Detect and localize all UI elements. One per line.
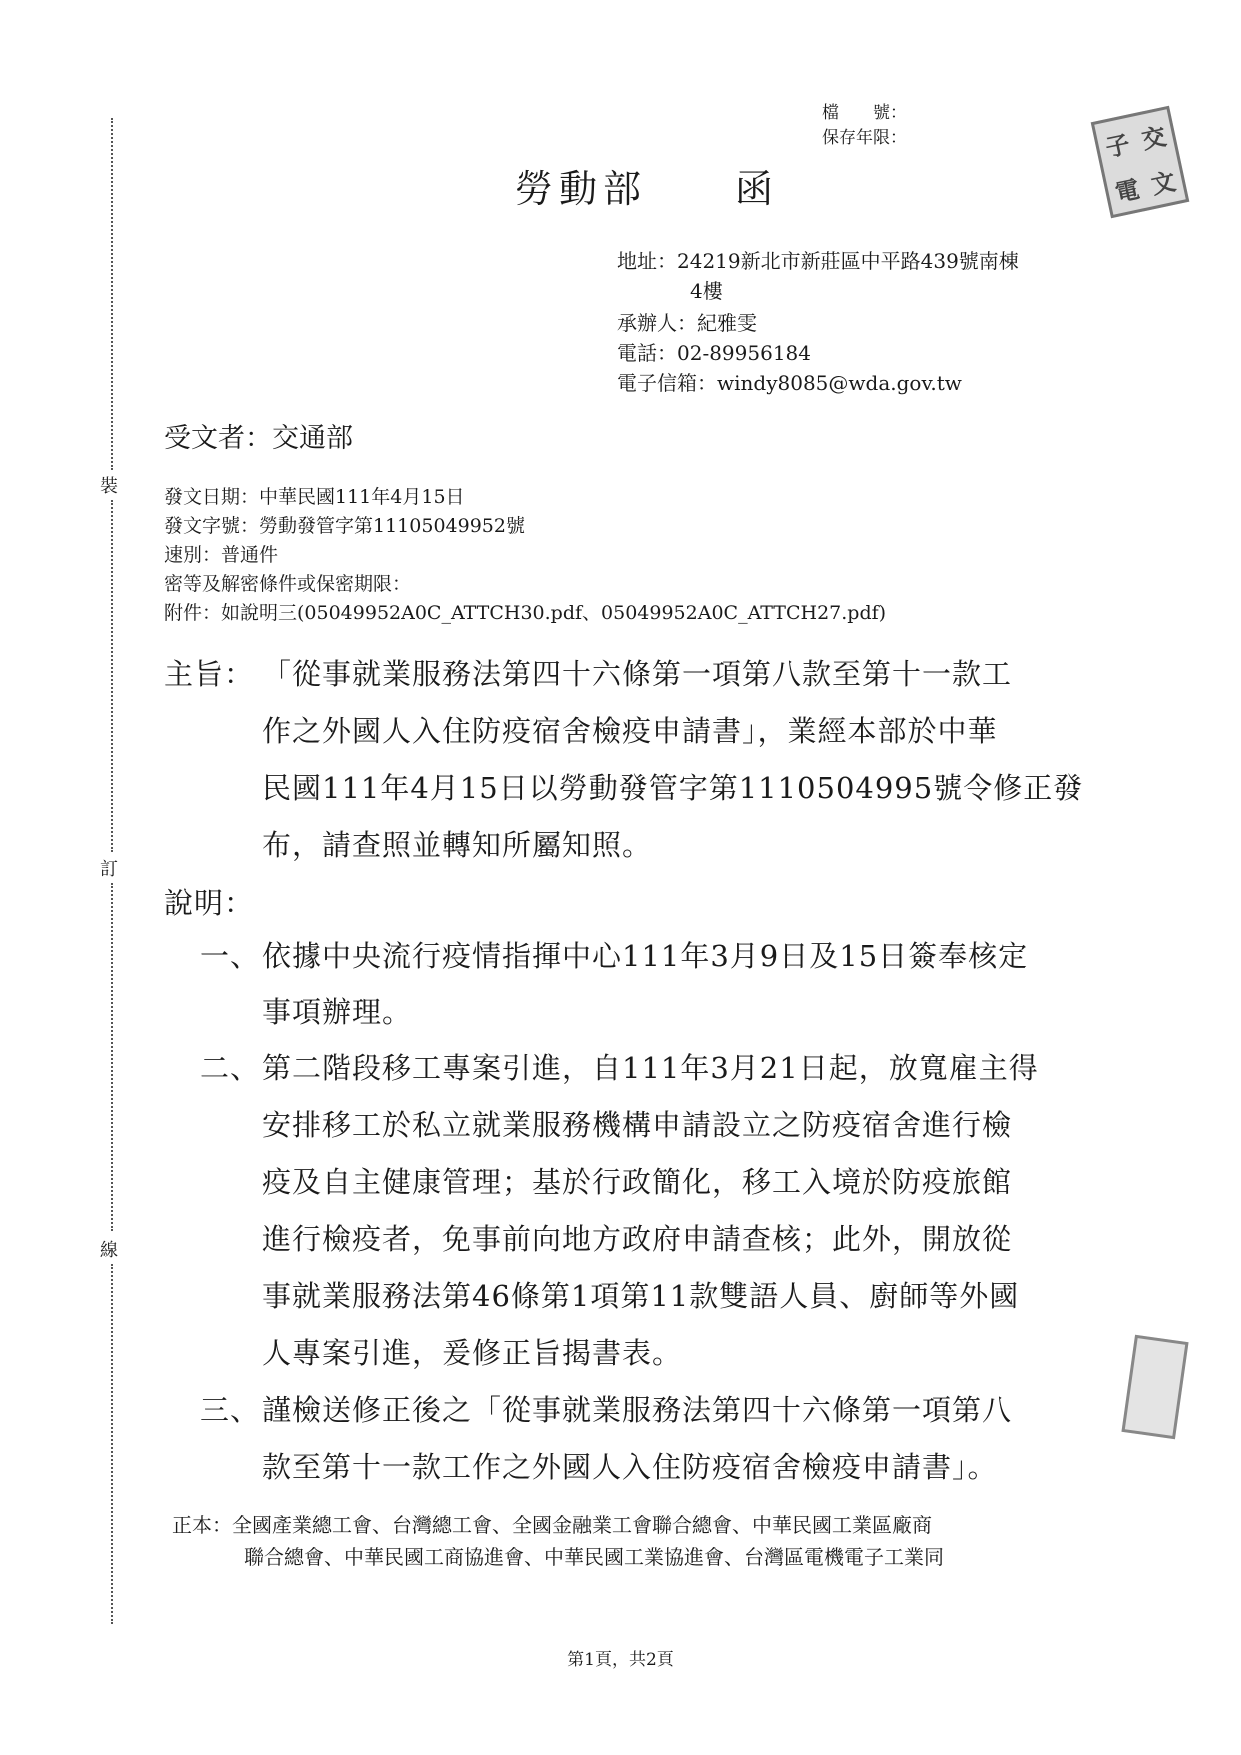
seal-char: 電 xyxy=(1112,173,1142,207)
retention-period-label: 保存年限： xyxy=(822,128,907,148)
binding-dotted-line-lower xyxy=(111,883,113,1231)
cc-line: 聯合總會、中華民國工商協進會、中華民國工業協進會、台灣區電機電子工業同 xyxy=(244,1545,944,1569)
binding-dotted-line-top xyxy=(111,118,113,470)
explanation-line: 事就業服務法第46條第1項第11款雙語人員、廚師等外國 xyxy=(262,1279,1020,1313)
explanation-item-number: 一、 xyxy=(200,939,261,973)
explanation-line: 款至第十一款工作之外國人入住防疫宿舍檢疫申請書」。 xyxy=(262,1450,998,1484)
explanation-line: 安排移工於私立就業服務機構申請設立之防疫宿舍進行檢 xyxy=(262,1108,1013,1142)
subject-line: 作之外國人入住防疫宿舍檢疫申請書」，業經本部於中華 xyxy=(262,714,998,748)
binding-mark-bottom: 線 xyxy=(100,1240,118,1261)
recipient: 受文者：交通部 xyxy=(164,423,353,454)
subject-label: 主旨： xyxy=(164,657,255,691)
issue-date: 發文日期：中華民國111年4月15日 xyxy=(164,486,465,508)
document-number: 發文字號：勞動發管字第11105049952號 xyxy=(164,515,525,537)
address-line-1: 地址：24219新北市新莊區中平路439號南棟 xyxy=(617,249,1019,273)
explanation-line: 依據中央流行疫情指揮中心111年3月9日及15日簽奉核定 xyxy=(262,939,1029,973)
attachments: 附件：如說明三(05049952A0C_ATTCH30.pdf、05049952A0C_ATTCH27.pdf) xyxy=(164,602,887,624)
phone: 電話：02-89956184 xyxy=(617,341,812,365)
seal-char: 子 xyxy=(1102,128,1133,162)
file-number-label: 檔 號： xyxy=(822,103,907,123)
subject-line: 「從事就業服務法第四十六條第一項第八款至第十一款工 xyxy=(262,657,1013,691)
seal-fragment xyxy=(1121,1335,1188,1440)
document-title: 勞動部 函 xyxy=(515,167,780,211)
explanation-line: 第二階段移工專案引進，自111年3月21日起，放寬雇主得 xyxy=(262,1051,1039,1085)
explanation-item-number: 二、 xyxy=(200,1051,261,1085)
binding-mark-top: 裝 xyxy=(100,476,118,497)
delivery-speed: 速別：普通件 xyxy=(164,544,279,566)
page-number: 第1頁，共2頁 xyxy=(567,1650,674,1670)
binding-dotted-line-bottom xyxy=(111,1264,113,1624)
address-line-2: 4樓 xyxy=(690,279,723,303)
subject-line: 民國111年4月15日以勞動發管字第1110504995號令修正發 xyxy=(262,771,1084,805)
cc-label: 正本： xyxy=(172,1513,232,1537)
explanation-item-number: 三、 xyxy=(200,1393,261,1427)
electronic-document-seal xyxy=(1091,106,1190,218)
explanation-line: 人專案引進，爰修正旨揭書表。 xyxy=(262,1336,683,1370)
handler: 承辦人：紀雅雯 xyxy=(617,311,757,335)
explanation-line: 事項辦理。 xyxy=(262,995,413,1029)
explanation-line: 謹檢送修正後之「從事就業服務法第四十六條第一項第八 xyxy=(262,1393,1013,1427)
explanation-label: 說明： xyxy=(164,886,255,920)
seal-char: 文 xyxy=(1148,165,1179,200)
subject-line: 布，請查照並轉知所屬知照。 xyxy=(262,828,653,862)
seal-char: 交 xyxy=(1138,120,1169,155)
binding-mark-middle: 訂 xyxy=(100,859,118,880)
email: 電子信箱：windy8085@wda.gov.tw xyxy=(617,371,962,395)
secrecy-level: 密等及解密條件或保密期限： xyxy=(164,573,412,595)
explanation-line: 進行檢疫者，免事前向地方政府申請查核；此外，開放從 xyxy=(262,1222,1013,1256)
binding-dotted-line-middle xyxy=(111,500,113,852)
cc-line: 全國產業總工會、台灣總工會、全國金融業工會聯合總會、中華民國工業區廠商 xyxy=(232,1513,932,1537)
explanation-line: 疫及自主健康管理；基於行政簡化，移工入境於防疫旅館 xyxy=(262,1165,1013,1199)
